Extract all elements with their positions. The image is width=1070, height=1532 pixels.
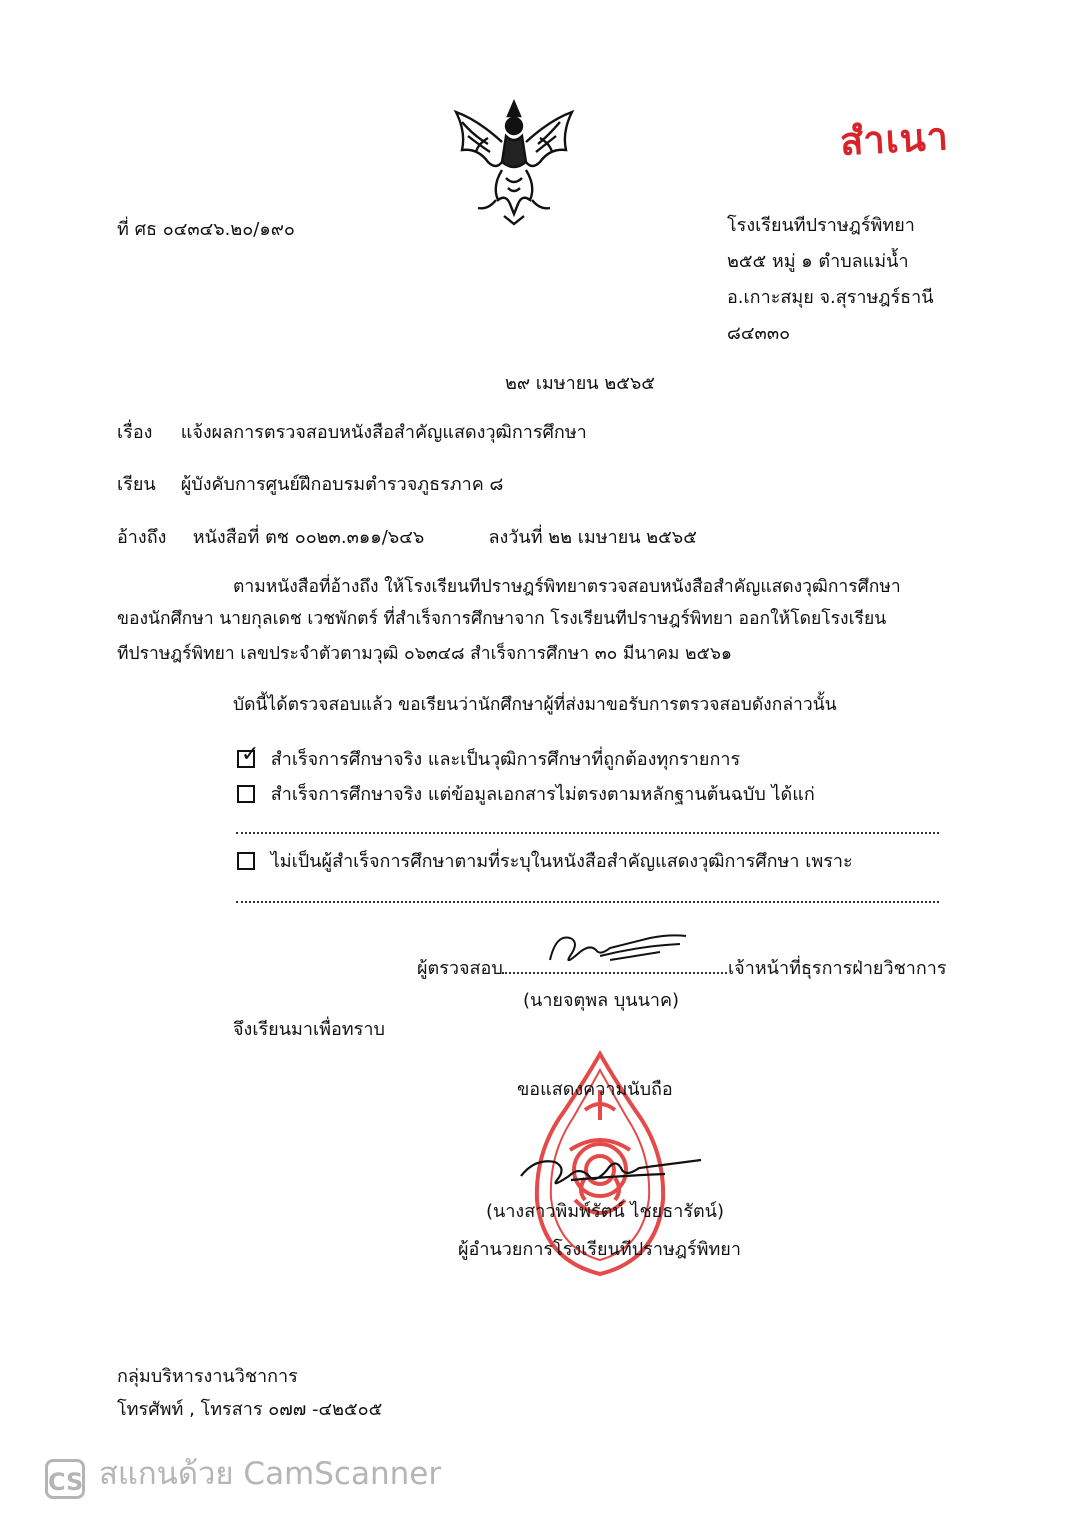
school-address	[727, 208, 934, 352]
regards-text: ขอแสดงความนับถือ	[517, 1079, 673, 1100]
letter-date: ๒๙ เมษายน ๒๕๖๕	[505, 373, 655, 394]
option-verified-correct	[237, 744, 740, 773]
reference-text: หนังสือที่ ตช ๐๐๒๓.๓๑๑/๖๔๖	[192, 527, 425, 548]
camscanner-watermark	[45, 1448, 441, 1499]
dotted-fill-line	[236, 901, 939, 903]
director-signature	[515, 1146, 705, 1201]
address-line-1: โรงเรียนทีปราษฎร์พิทยา	[727, 215, 915, 236]
dotted-fill-line	[236, 832, 939, 834]
address-line-2: ๒๕๕ หมู่ ๑ ตำบลแม่น้ำ	[727, 251, 909, 272]
inspector-position: เจ้าหน้าที่ธุรการฝ่ายวิชาการ	[728, 958, 947, 979]
subject-text: แจ้งผลการตรวจสอบหนังสือสำคัญแสดงวุฒิการศึกษา	[180, 422, 587, 443]
director-name: (นางสาวพิมพ์รัตน์ ไชยธารัตน์)	[486, 1201, 724, 1222]
option-verified-mismatch	[237, 779, 815, 808]
footer-department: กลุ่มบริหารงานวิชาการ	[117, 1366, 298, 1387]
footer-phone: โทรศัพท์ , โทรสาร ๐๗๗ -๔๒๕๐๕	[117, 1399, 383, 1420]
copy-stamp: สำเนา	[838, 114, 950, 164]
option-not-graduate	[237, 846, 853, 875]
reference-date: ลงวันที่ ๒๒ เมษายน ๒๕๖๕	[488, 527, 697, 548]
closing-text: จึงเรียนมาเพื่อทราบ	[233, 1019, 385, 1040]
option-text: สำเร็จการศึกษาจริง และเป็นวุฒิการศึกษาที่ถูกต้องทุกรายการ	[270, 749, 741, 770]
camscanner-text: สแกนด้วย CamScanner	[99, 1456, 442, 1492]
body-line-1: ตามหนังสือที่อ้างถึง ให้โรงเรียนทีปราษฎร์พิทยาตรวจสอบหนังสือสำคัญแสดงวุฒิการศึกษา	[233, 577, 901, 597]
body-line-3: ทีปราษฎร์พิทยา เลขประจำตัวตามวุฒิ ๐๖๓๔๘ สำเร็จการศึกษา ๓๐ มีนาคม ๒๕๖๑	[117, 644, 733, 664]
recipient-label: เรียน	[117, 474, 156, 495]
option-text: ไม่เป็นผู้สำเร็จการศึกษาตามที่ระบุในหนังสือสำคัญแสดงวุฒิการศึกษา เพราะ	[270, 851, 853, 872]
document-number: ที่ ศธ ๐๔๓๔๖.๒๐/๑๙๐	[117, 219, 295, 240]
inspector-name: (นายจตุพล บุนนาค)	[523, 990, 680, 1011]
inspector-signature	[540, 926, 690, 981]
checkbox-checked[interactable]	[237, 742, 260, 768]
body-line-2: ของนักศึกษา นายกุลเดช เวชพักตร์ ที่สำเร็จการศึกษาจาก โรงเรียนทีปราษฎร์พิทยา ออกให้โดยโรงเรียน	[117, 609, 887, 629]
option-text: สำเร็จการศึกษาจริง แต่ข้อมูลเอกสารไม่ตรงตามหลักฐานต้นฉบับ ได้แก่	[270, 784, 815, 805]
checkbox-unchecked[interactable]	[237, 852, 255, 870]
checkmark-icon: ✓	[241, 742, 260, 767]
body-para-2: บัดนี้ได้ตรวจสอบแล้ว ขอเรียนว่านักศึกษาผู้ที่ส่งมาขอรับการตรวจสอบดังกล่าวนั้น	[233, 695, 837, 715]
camscanner-logo-icon: CS	[45, 1459, 85, 1499]
garuda-emblem-icon	[448, 92, 580, 228]
reference-label: อ้างถึง	[117, 527, 167, 548]
checkbox-unchecked[interactable]	[237, 785, 255, 803]
recipient-row	[117, 469, 503, 498]
recipient-text: ผู้บังคับการศูนย์ฝึกอบรมตำรวจภูธรภาค ๘	[180, 474, 504, 495]
reference-row	[117, 522, 697, 551]
subject-row	[117, 417, 587, 446]
address-line-4: ๘๔๓๓๐	[727, 323, 791, 344]
address-line-3: อ.เกาะสมุย จ.สุราษฎร์ธานี	[727, 287, 934, 308]
director-title: ผู้อำนวยการโรงเรียนทีปราษฎร์พิทยา	[458, 1239, 741, 1260]
subject-label: เรื่อง	[117, 422, 153, 443]
inspector-label: ผู้ตรวจสอบ	[417, 958, 503, 979]
